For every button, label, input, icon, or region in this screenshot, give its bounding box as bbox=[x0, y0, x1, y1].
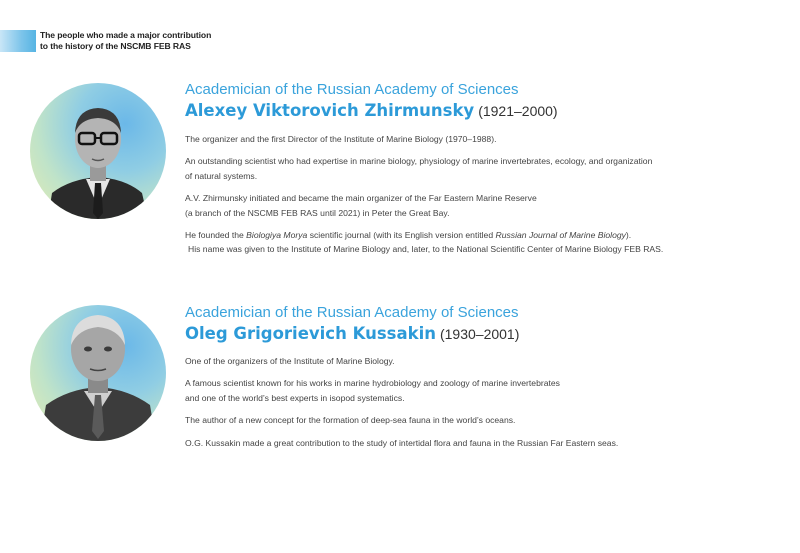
bio-text: The author of a new concept for the formation of deep-sea fauna in the world’s oceans. bbox=[185, 415, 516, 426]
bio-paragraph-2 bbox=[185, 376, 785, 405]
bio-text: The organizer and the first Director of the Institute of Marine Biology (1970–1988). bbox=[185, 134, 497, 144]
bio-text: of natural systems. bbox=[185, 170, 258, 181]
person-name-line bbox=[185, 100, 785, 122]
bio-text: O.G. Kussakin made a great contribution to the study of intertidal flora and fauna in the Russian Far Eastern seas. bbox=[185, 437, 619, 448]
person-name: Oleg Grigorievich Kussakin bbox=[185, 324, 436, 343]
bio-paragraph-1 bbox=[185, 354, 785, 368]
bio-text: A.V. Zhirmunsky initiated and became the main organizer of the Far Eastern Marine Reserve bbox=[185, 193, 537, 204]
header-line-2: to the history of the NSCMB FEB RAS bbox=[40, 40, 191, 51]
bio-paragraph-3 bbox=[185, 191, 785, 220]
journal-name: Biologiya Morya bbox=[246, 230, 308, 241]
page-header bbox=[40, 30, 211, 51]
header-accent-bar bbox=[0, 30, 36, 52]
entry-kussakin bbox=[185, 304, 785, 450]
header-line-1: The people who made a major contribution bbox=[40, 30, 212, 40]
person-years: (1921–2000) bbox=[478, 103, 558, 119]
portrait-zhirmunsky bbox=[30, 83, 166, 219]
bio-text: His name was given to the Institute of Marine Biology and, later, to the National Scientific Center of Marine Biology FEB RAS. bbox=[188, 244, 664, 255]
person-name-line bbox=[185, 323, 785, 345]
bio-text: One of the organizers of the Institute of Marine Biology. bbox=[185, 356, 395, 366]
bio-text: He founded the Biologiya Morya scientific journal (with its English version entitled Russian Journal of Marine Biology). bbox=[185, 230, 632, 241]
bio-text: A famous scientist known for his works in marine hydrobiology and zoology of marine invertebrates bbox=[185, 378, 560, 389]
bio-text: (a branch of the NSCMB FEB RAS until 2021) in Peter the Great Bay. bbox=[185, 207, 450, 218]
person-title: Academician of the Russian Academy of Sciences bbox=[185, 81, 519, 98]
bio-paragraph-3 bbox=[185, 413, 785, 427]
bio-text: An outstanding scientist who had expertise in marine biology, physiology of marine invertebrates, ecology, and organization bbox=[185, 156, 653, 167]
bio-text: and one of the world’s best experts in isopod systematics. bbox=[185, 392, 405, 403]
portrait-kussakin bbox=[30, 305, 166, 441]
bio-paragraph-4 bbox=[185, 436, 785, 450]
bio-paragraph-4 bbox=[185, 228, 785, 257]
entry-zhirmunsky bbox=[185, 81, 785, 257]
journal-name-english: Russian Journal of Marine Biology bbox=[495, 230, 626, 241]
person-years: (1930–2001) bbox=[439, 326, 520, 342]
bio-paragraph-2 bbox=[185, 154, 785, 183]
person-name: Alexey Viktorovich Zhirmunsky bbox=[185, 101, 475, 120]
bio-paragraph-1 bbox=[185, 132, 785, 146]
person-title: Academician of the Russian Academy of Sciences bbox=[185, 304, 519, 321]
